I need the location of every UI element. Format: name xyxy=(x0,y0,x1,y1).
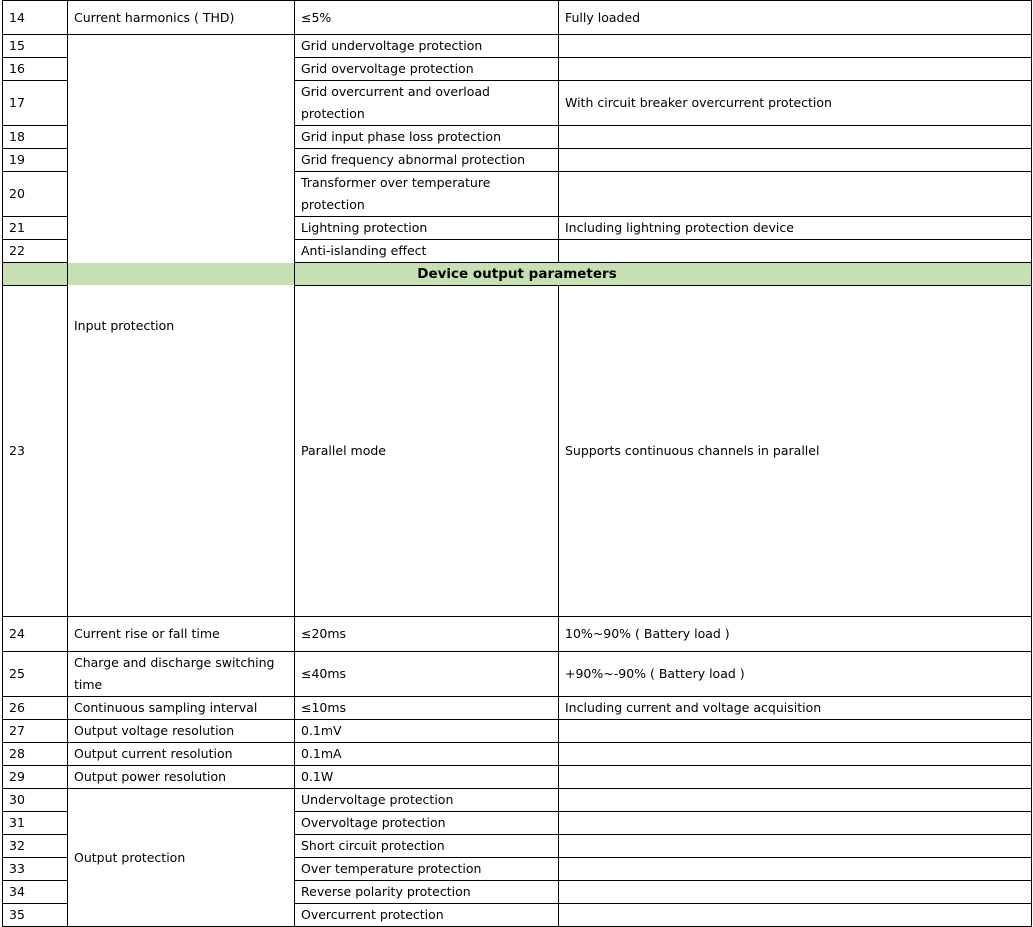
parameter-value: 0.1mA xyxy=(295,743,559,766)
parameter-note: +90%~-90% ( Battery load ) xyxy=(559,652,1032,697)
parameter-value: ≤20ms xyxy=(295,617,559,652)
row-number: 28 xyxy=(3,743,68,766)
parameter-note xyxy=(559,58,1032,81)
row-number: 30 xyxy=(3,789,68,812)
parameter-name: Output current resolution xyxy=(68,743,295,766)
parameter-note xyxy=(559,789,1032,812)
parameter-value: Grid input phase loss protection xyxy=(295,126,559,149)
parameter-note xyxy=(559,835,1032,858)
table-row xyxy=(3,35,1032,58)
row-number: 25 xyxy=(3,652,68,697)
table-row xyxy=(3,697,1032,720)
table-row xyxy=(3,720,1032,743)
parameter-name: Current harmonics ( THD) xyxy=(68,1,295,35)
specification-table xyxy=(2,0,1032,927)
parameter-note: Including current and voltage acquisition xyxy=(559,697,1032,720)
parameter-name: Current rise or fall time xyxy=(68,617,295,652)
parameter-value: Supports continuous channels in parallel xyxy=(559,286,1032,617)
parameter-value: Grid frequency abnormal protection xyxy=(295,149,559,172)
parameter-value: Grid overvoltage protection xyxy=(295,58,559,81)
parameter-name: Parallel mode xyxy=(295,286,559,617)
parameter-note xyxy=(559,904,1032,927)
row-number: 16 xyxy=(3,58,68,81)
parameter-value: Overcurrent protection xyxy=(295,904,559,927)
parameter-name: Charge and discharge switching time xyxy=(68,652,295,697)
section-header-row xyxy=(3,263,1032,286)
row-number: 35 xyxy=(3,904,68,927)
parameter-value: Over temperature protection xyxy=(295,858,559,881)
row-number: 17 xyxy=(3,81,68,126)
table-row xyxy=(3,652,1032,697)
parameter-value: Short circuit protection xyxy=(295,835,559,858)
parameter-value: ≤10ms xyxy=(295,697,559,720)
table-row xyxy=(3,743,1032,766)
row-number: 31 xyxy=(3,812,68,835)
parameter-value: Undervoltage protection xyxy=(295,789,559,812)
row-number: 20 xyxy=(3,172,68,217)
parameter-value: 0.1mV xyxy=(295,720,559,743)
table-row xyxy=(3,789,1032,812)
parameter-note: Fully loaded xyxy=(559,1,1032,35)
parameter-value: Grid undervoltage protection xyxy=(295,35,559,58)
parameter-note xyxy=(559,149,1032,172)
parameter-note xyxy=(559,35,1032,58)
parameter-name: Output power resolution xyxy=(68,766,295,789)
row-number: 19 xyxy=(3,149,68,172)
table-row xyxy=(3,1,1032,35)
row-number: 18 xyxy=(3,126,68,149)
parameter-name: Output voltage resolution xyxy=(68,720,295,743)
row-number: 34 xyxy=(3,881,68,904)
parameter-value: Anti-islanding effect xyxy=(295,240,559,263)
parameter-value: ≤40ms xyxy=(295,652,559,697)
parameter-value: Reverse polarity protection xyxy=(295,881,559,904)
parameter-note: 10%~90% ( Battery load ) xyxy=(559,617,1032,652)
parameter-name: Continuous sampling interval xyxy=(68,697,295,720)
row-number: 33 xyxy=(3,858,68,881)
row-number: 14 xyxy=(3,1,68,35)
table-row xyxy=(3,617,1032,652)
row-number: 29 xyxy=(3,766,68,789)
parameter-value: 0.1W xyxy=(295,766,559,789)
parameter-note xyxy=(559,720,1032,743)
parameter-value: Grid overcurrent and overload protection xyxy=(295,81,559,126)
row-number: 27 xyxy=(3,720,68,743)
parameter-value: Transformer over temperature protection xyxy=(295,172,559,217)
parameter-value: ≤5% xyxy=(295,1,559,35)
row-number: 32 xyxy=(3,835,68,858)
parameter-value: Overvoltage protection xyxy=(295,812,559,835)
parameter-note xyxy=(559,766,1032,789)
parameter-value: Lightning protection xyxy=(295,217,559,240)
parameter-note: With circuit breaker overcurrent protection xyxy=(559,81,1032,126)
output-protection-label: Output protection xyxy=(68,789,295,927)
table-row xyxy=(3,766,1032,789)
parameter-note xyxy=(559,812,1032,835)
parameter-note xyxy=(559,172,1032,217)
row-number: 21 xyxy=(3,217,68,240)
row-number: 23 xyxy=(3,286,68,617)
section-title: Device output parameters xyxy=(3,263,1032,286)
input-protection-label: Input protection xyxy=(68,35,295,617)
row-number: 22 xyxy=(3,240,68,263)
row-number: 26 xyxy=(3,697,68,720)
parameter-note xyxy=(559,881,1032,904)
parameter-note xyxy=(559,126,1032,149)
parameter-note xyxy=(559,743,1032,766)
row-number: 24 xyxy=(3,617,68,652)
row-number: 15 xyxy=(3,35,68,58)
parameter-note: Including lightning protection device xyxy=(559,217,1032,240)
parameter-note xyxy=(559,240,1032,263)
parameter-note xyxy=(559,858,1032,881)
